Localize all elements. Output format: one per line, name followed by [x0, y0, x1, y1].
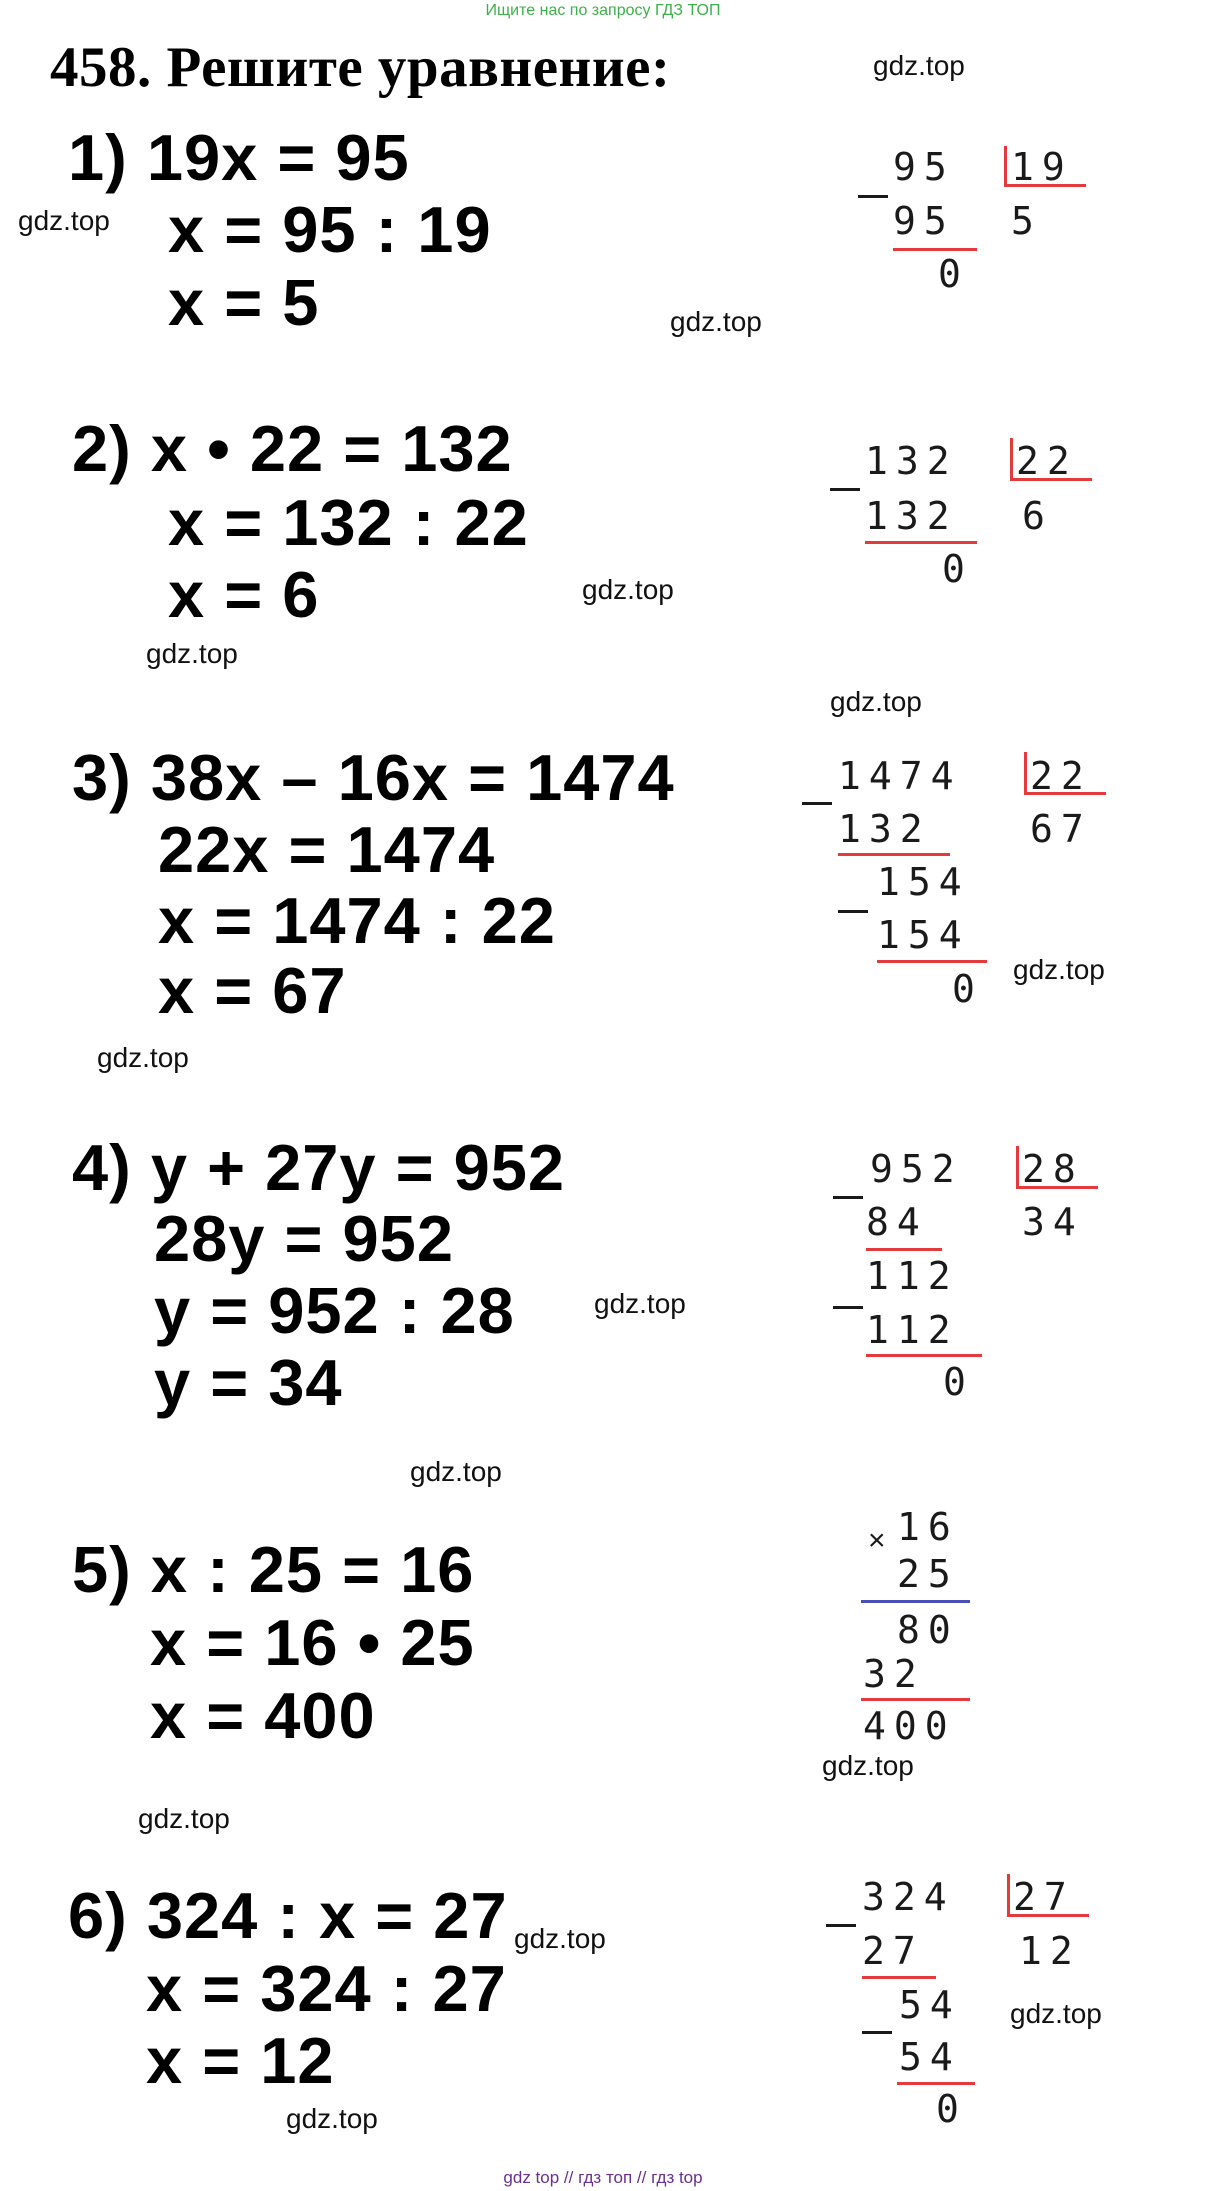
multiplicand: 16 [897, 1505, 959, 1549]
equation-line: x = 95 : 19 [168, 193, 492, 266]
minus-sign [862, 2031, 892, 2034]
watermark: gdz.top [138, 1803, 230, 1834]
divisor: 19 [1011, 145, 1073, 189]
division-bracket [1004, 146, 1007, 186]
remainder: 0 [942, 547, 973, 591]
watermark: gdz.top [97, 1042, 189, 1073]
watermark: gdz.top [594, 1288, 686, 1319]
equation-line: 6) 324 : x = 27 [68, 1879, 508, 1952]
watermark: gdz.top [670, 306, 762, 337]
step-value: 95 [893, 199, 955, 243]
remainder: 0 [943, 1360, 974, 1404]
partial-product: 32 [863, 1652, 925, 1696]
step-value: 54 [899, 2035, 961, 2079]
step-value: 154 [877, 860, 970, 904]
equation-line: 28y = 952 [154, 1202, 454, 1275]
step-value: 84 [866, 1200, 928, 1244]
underline [861, 1600, 970, 1603]
equation-line: x = 16 • 25 [150, 1606, 475, 1679]
equation-line: x = 6 [168, 558, 320, 631]
underline [866, 1354, 982, 1357]
quotient: 6 [1022, 494, 1053, 538]
watermark: gdz.top [822, 1750, 914, 1781]
division-bracket [1016, 1146, 1019, 1188]
equation-line: y = 34 [154, 1346, 343, 1419]
minus-sign [830, 488, 860, 491]
underline [866, 1248, 942, 1251]
division-bracket [1024, 752, 1027, 794]
watermark: gdz.top [410, 1456, 502, 1487]
minus-sign [833, 1306, 863, 1309]
remainder: 0 [952, 967, 983, 1011]
watermark: gdz.top [873, 50, 965, 81]
equation-line: x = 67 [158, 954, 347, 1027]
step-value: 132 [838, 807, 931, 851]
divisor: 22 [1030, 754, 1092, 798]
minus-sign [802, 802, 832, 805]
equation-line: 5) x : 25 = 16 [72, 1533, 475, 1606]
dividend: 952 [870, 1147, 963, 1191]
equation-line: x = 1474 : 22 [158, 884, 556, 957]
dividend: 324 [862, 1875, 955, 1919]
underline [862, 1976, 936, 1979]
remainder: 0 [938, 252, 969, 296]
equation-line: 3) 38x – 16x = 1474 [72, 741, 675, 814]
dividend: 132 [865, 439, 958, 483]
division-bracket [1010, 438, 1013, 480]
equation-line: 22x = 1474 [158, 813, 496, 886]
watermark: gdz.top [18, 205, 110, 236]
quotient: 67 [1030, 807, 1092, 851]
watermark: gdz.top [582, 574, 674, 605]
step-value: 132 [865, 494, 958, 538]
equation-line: 1) 19x = 95 [68, 121, 410, 194]
equation-line: 4) y + 27y = 952 [72, 1131, 566, 1204]
minus-sign [858, 195, 888, 198]
step-value: 112 [866, 1308, 959, 1352]
watermark: gdz.top [286, 2103, 378, 2134]
quotient: 5 [1011, 199, 1042, 243]
equation-line: x = 5 [168, 266, 320, 339]
underline [865, 541, 977, 544]
equation-line: 2) x • 22 = 132 [72, 412, 513, 485]
multiply-sign: × [868, 1524, 886, 1557]
watermark: gdz.top [146, 638, 238, 669]
equation-line: x = 12 [146, 2024, 335, 2097]
equation-line: x = 132 : 22 [168, 486, 529, 559]
division-bracket [1007, 1874, 1010, 1916]
watermark: gdz.top [1010, 1998, 1102, 2029]
multiplier: 25 [897, 1552, 959, 1596]
dividend: 95 [893, 145, 955, 189]
product: 400 [863, 1704, 956, 1748]
top-banner-link[interactable]: Ищите нас по запросу ГДЗ ТОП [485, 2, 721, 19]
watermark: gdz.top [1013, 954, 1105, 985]
divisor: 27 [1013, 1875, 1075, 1919]
underline [893, 248, 977, 251]
quotient: 34 [1022, 1200, 1084, 1244]
step-value: 112 [866, 1254, 959, 1298]
equation-line: x = 400 [150, 1679, 376, 1752]
minus-sign [826, 1924, 856, 1927]
underline [877, 960, 987, 963]
minus-sign [838, 910, 868, 913]
underline [897, 2082, 975, 2085]
partial-product: 80 [897, 1608, 959, 1652]
quotient: 12 [1019, 1929, 1081, 1973]
underline [861, 1698, 970, 1701]
equation-line: y = 952 : 28 [154, 1274, 515, 1347]
watermark: gdz.top [514, 1923, 606, 1954]
step-value: 54 [899, 1983, 961, 2027]
divisor: 22 [1016, 439, 1078, 483]
page-title: 458. Решите уравнение: [50, 36, 671, 99]
dividend: 1474 [838, 754, 962, 798]
watermark: gdz.top [830, 686, 922, 717]
footer-links[interactable]: gdz top // гдз топ // гдз top [503, 2168, 703, 2187]
remainder: 0 [936, 2087, 967, 2131]
step-value: 27 [862, 1929, 924, 1973]
equation-line: x = 324 : 27 [146, 1952, 507, 2025]
underline [838, 853, 950, 856]
divisor: 28 [1022, 1147, 1084, 1191]
step-value: 154 [877, 913, 970, 957]
minus-sign [833, 1196, 863, 1199]
